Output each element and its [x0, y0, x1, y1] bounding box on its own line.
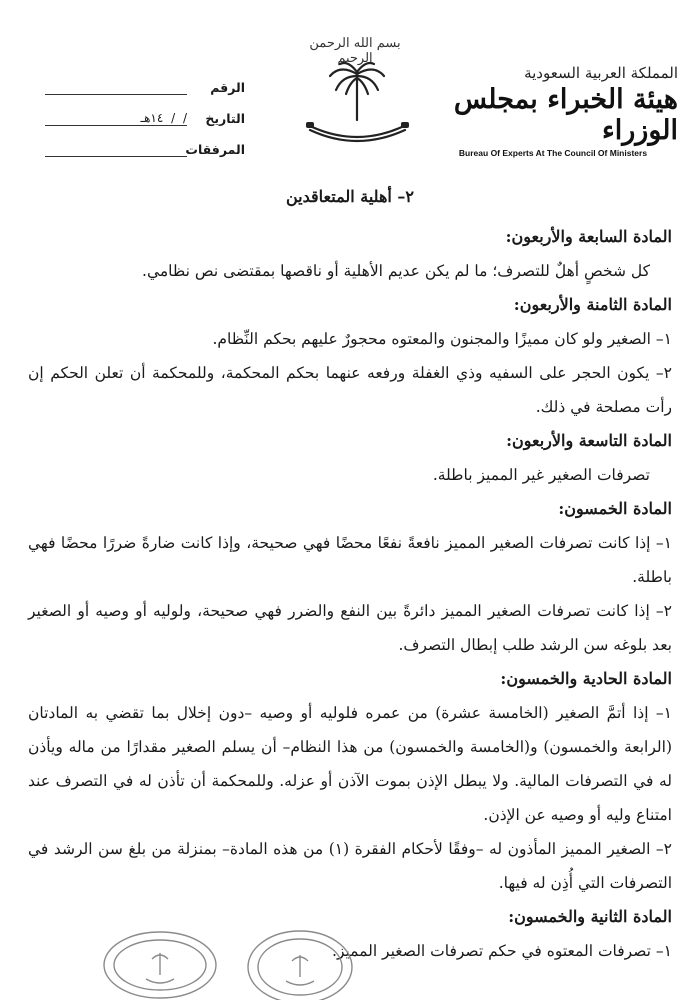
- article-49-title: المادة التاسعة والأربعون:: [506, 431, 672, 450]
- bismillah: بسم الله الرحمن الرحيم: [309, 36, 401, 66]
- date-value: / / ١٤هـ: [140, 111, 187, 125]
- document-body: [28, 180, 672, 968]
- organization-name: هيئة الخبراء بمجلس الوزراء: [453, 84, 678, 146]
- article-52-item-1: ١– تصرفات المعتوه في حكم تصرفات الصغير المميز.: [332, 942, 672, 960]
- article-47-title: المادة السابعة والأربعون:: [505, 227, 672, 246]
- kingdom-name: المملكة العربية السعودية: [524, 64, 678, 82]
- article-51-title: المادة الحادية والخمسون:: [500, 669, 672, 688]
- article-52-title: المادة الثانية والخمسون:: [508, 907, 672, 926]
- date-field-row: [45, 95, 245, 126]
- reference-fields: [45, 64, 245, 157]
- section-title: ٢– أهلية المتعاقدين: [286, 187, 414, 206]
- attachments-field-row: [45, 126, 245, 157]
- official-stamps: [100, 925, 360, 1000]
- organization-header: [428, 64, 678, 158]
- organization-name-english: Bureau Of Experts At The Council Of Ministers: [458, 148, 648, 158]
- number-blank: [45, 80, 187, 95]
- number-label: الرقم: [210, 80, 245, 95]
- date-blank: [45, 111, 187, 126]
- article-48-title: المادة الثامنة والأربعون:: [513, 295, 672, 314]
- article-50-item-1: ١– إذا كانت تصرفات الصغير المميز نافعةً نفعًا محضًا فهي صحيحة، وإذا كانت ضارةً ضررًا محضًا فهي باطلة.: [28, 534, 672, 586]
- article-51-item-1: ١– إذا أتمَّ الصغير (الخامسة عشرة) من عمره فلوليه أو وصيه –دون إخلال بما تقضي به المادتان (الرابعة والخمسون) و(الخامسة والخمسون) من هذا النظام– أن يسلم الصغير مقدارًا من ماله ويأذن له في التصرفات المالية. ولا يبطل الإذن بموت الآذن أو عزله. وللمحكمة أن تأذن له في التصرف عند امتناع وليه أو وصيه عن الإذن.: [28, 704, 672, 824]
- article-48-item-2: ٢– يكون الحجر على السفيه وذي الغفلة ورفعه عنهما بحكم المحكمة، وللمحكمة أن تعلن الحكم إن رأت مصلحة في ذلك.: [28, 364, 672, 416]
- palm-swords-emblem-icon: [300, 52, 415, 152]
- article-51-item-2: ٢– الصغير المميز المأذون له –وفقًا لأحكام الفقرة (١) من هذه المادة– بمنزلة من بلغ سن الرشد في التصرفات التي أُذِن له فيها.: [28, 840, 672, 892]
- article-48-item-1: ١– الصغير ولو كان مميزًا والمجنون والمعتوه محجورٌ عليهم بحكم النِّظام.: [212, 330, 672, 348]
- date-label: التاريخ: [205, 111, 245, 126]
- article-49-text: تصرفات الصغير غير المميز باطلة.: [432, 466, 650, 484]
- article-47-text: كل شخصٍ أهلٌ للتصرف؛ ما لم يكن عديم الأهلية أو ناقصها بمقتضى نص نظامي.: [142, 262, 650, 280]
- attachments-blank: [45, 142, 187, 157]
- attachments-label: المرفقات: [185, 142, 245, 157]
- number-field-row: [45, 64, 245, 95]
- article-50-title: المادة الخمسون:: [558, 499, 672, 518]
- article-50-item-2: ٢– إذا كانت تصرفات الصغير المميز دائرةً بين النفع والضرر فهي صحيحة، ولوليه أو وصيه أو الصغير بعد بلوغه سن الرشد طلب إبطال التصرف.: [28, 602, 672, 654]
